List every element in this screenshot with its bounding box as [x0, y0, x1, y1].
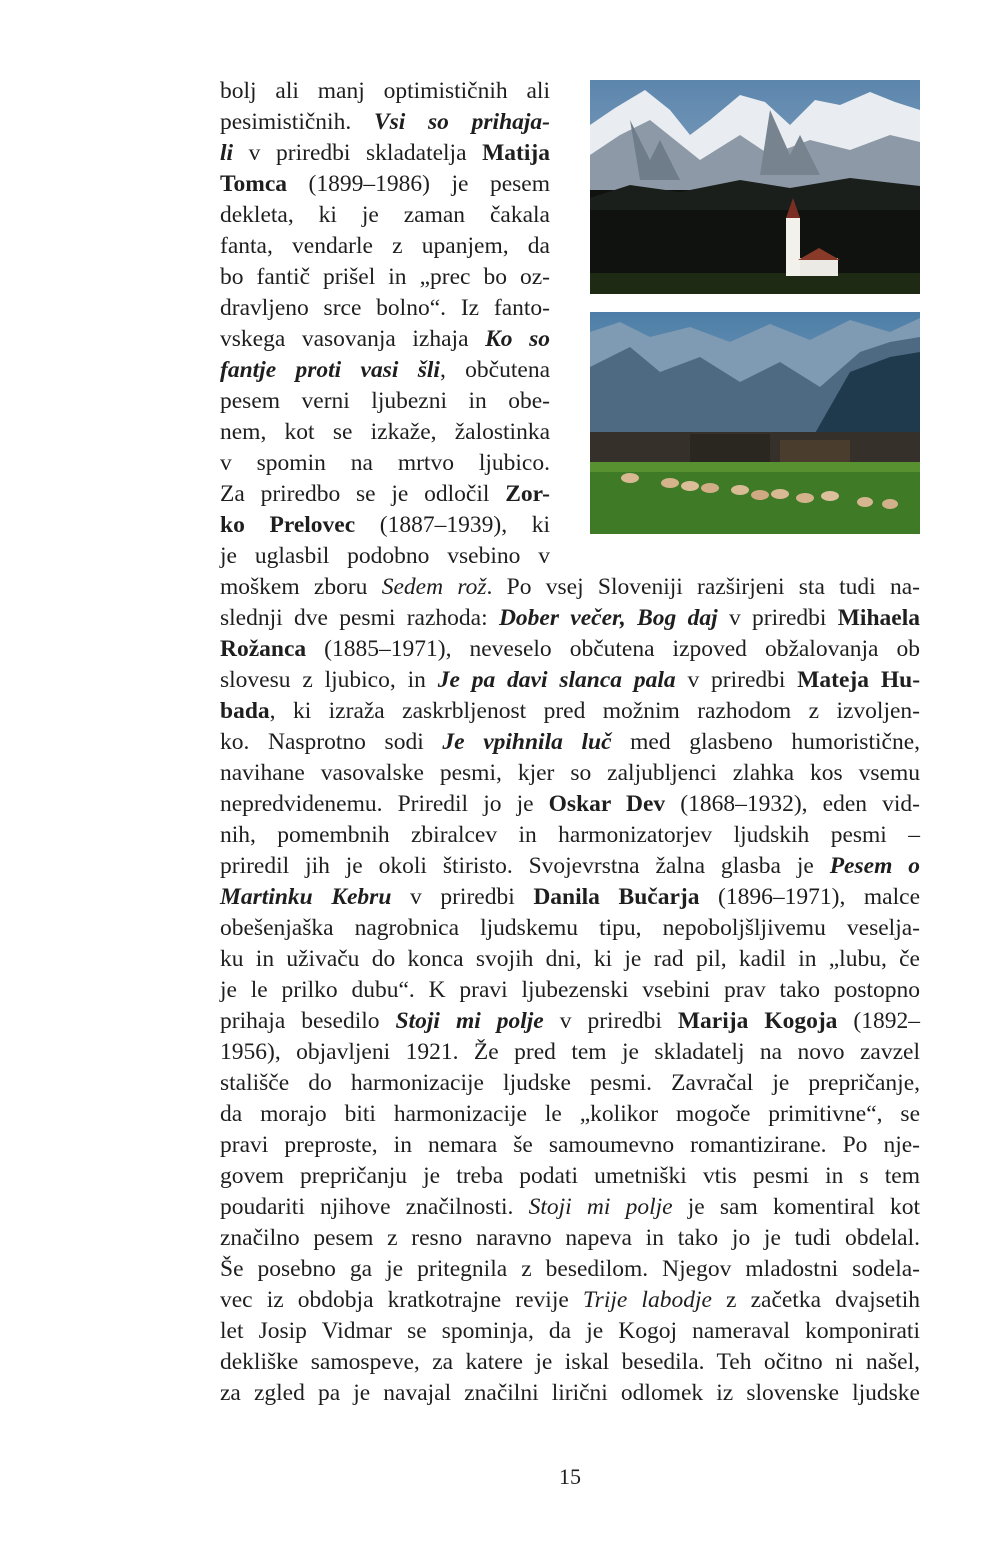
- text-run: let Josip Vidmar se spominja, da je Kogoj nameraval komponirati: [220, 1318, 920, 1344]
- text-line: [220, 944, 920, 975]
- text-line: [220, 820, 920, 851]
- text-line: [220, 324, 550, 355]
- text-run: (1885–1971), neveselo občutena izpoved obžalovanja ob: [306, 636, 920, 662]
- text-run: Še posebno ga je pritegnila z besedilom. Njegov mladostni sodela-: [220, 1256, 920, 1282]
- text-run: Sedem rož: [381, 574, 487, 600]
- text-run: vec iz obdobja kratkotrajne revije: [220, 1287, 583, 1313]
- text-run: poudariti njihove značilnosti.: [220, 1194, 529, 1220]
- text-line: [220, 541, 550, 572]
- text-line: [220, 696, 920, 727]
- text-run: slovesu z ljubico, in: [220, 667, 438, 693]
- text-run: dekleta, ki je zaman čakala: [220, 202, 550, 228]
- text-run: Je vpihnila luč: [442, 729, 612, 755]
- text-line: [220, 200, 550, 231]
- text-run: ko Prelovec: [220, 512, 356, 538]
- text-run: obešenjaška nagrobnica ljudskemu tipu, nepoboljšljivemu veselja-: [220, 915, 920, 941]
- text-line: [220, 851, 920, 882]
- text-line: [220, 76, 550, 107]
- text-run: Stoji mi polje: [395, 1008, 544, 1034]
- text-run: , občutena: [439, 357, 550, 383]
- text-line: [220, 727, 920, 758]
- text-run: (1887–1939), ki: [355, 512, 550, 538]
- text-line: [220, 1161, 920, 1192]
- text-run: dravljeno srce bolno“. Iz fanto-: [220, 295, 550, 321]
- text-line: [220, 1099, 920, 1130]
- text-run: Pesem o: [829, 853, 920, 879]
- text-run: Oskar Dev: [548, 791, 666, 817]
- text-run: stališče do harmonizacije ljudske pesmi. Zavračal je prepričanje,: [220, 1070, 920, 1096]
- text-line: [220, 417, 550, 448]
- text-run: Stoji mi polje: [528, 1194, 673, 1220]
- text-run: , ki izraža zaskrbljenost pred možnim razhodom z izvoljen-: [269, 698, 920, 724]
- text-run: (1892–: [837, 1008, 920, 1034]
- text-run: Trije labodje: [582, 1287, 712, 1313]
- text-line: [220, 634, 920, 665]
- text-run: Danila Bučarja: [533, 884, 700, 910]
- text-run: v priredbi: [543, 1008, 678, 1034]
- text-run: Dober večer, Bog daj: [498, 605, 718, 631]
- text-run: moškem zboru: [220, 574, 382, 600]
- text-run: Mihaela: [837, 605, 920, 631]
- text-run: slednji dve pesmi razhoda:: [220, 605, 499, 631]
- text-run: pesem verni ljubezni in obe-: [220, 388, 550, 414]
- text-run: v priredbi: [717, 605, 838, 631]
- text-run: Vsi so prihaja-: [373, 109, 550, 135]
- text-run: ku in uživaču do konca svojih dni, ki je rad pil, kadil in „lubu, če: [220, 946, 920, 972]
- text-line: [220, 572, 920, 603]
- text-run: je uglasbil podobno vsebino v: [220, 543, 550, 569]
- text-line: [220, 913, 920, 944]
- text-line: [220, 789, 920, 820]
- text-line: [220, 1347, 920, 1378]
- text-run: Mateja Hu-: [797, 667, 921, 693]
- text-run: nih, pomembnih zbiralcev in harmonizatorjev ljudskih pesmi –: [220, 822, 920, 848]
- page-number: 15: [559, 1464, 581, 1489]
- text-line: [220, 882, 920, 913]
- text-run: bada: [220, 698, 270, 724]
- text-line: [220, 107, 550, 138]
- text-run: (1899–1986) je pesem: [287, 171, 550, 197]
- text-run: Tomca: [220, 171, 288, 197]
- text-line: [220, 975, 920, 1006]
- text-line: [220, 262, 550, 293]
- text-run: (1868–1932), eden vid-: [665, 791, 920, 817]
- text-run: da morajo biti harmonizacije le „kolikor mogoče primitivne“, se: [220, 1101, 920, 1127]
- text-run: bolj ali manj optimističnih ali: [220, 78, 550, 104]
- text-run: navihane vasovalske pesmi, kjer so zaljubljenci zlahka kos vsemu: [220, 760, 920, 786]
- text-line: [220, 448, 550, 479]
- text-run: za zgled pa je navajal značilni lirični odlomek iz slovenske ljudske: [220, 1380, 920, 1406]
- text-run: nem, kot se izkaže, žalostinka: [220, 419, 550, 445]
- text-line: [220, 293, 550, 324]
- text-run: značilno pesem z resno naravno napeva in tako jo je tudi obdelal.: [220, 1225, 920, 1251]
- text-run: med glasbeno humoristične,: [611, 729, 920, 755]
- text-run: fantje proti vasi šli: [220, 357, 440, 383]
- text-run: Marija Kogoja: [677, 1008, 838, 1034]
- text-line: [220, 1130, 920, 1161]
- text-run: vskega vasovanja izhaja: [220, 326, 486, 352]
- text-run: nepredvidenemu. Priredil jo je: [220, 791, 549, 817]
- text-run: (1896–1971), malce: [699, 884, 921, 910]
- text-line: [220, 231, 550, 262]
- text-run: prihaja besedilo: [220, 1008, 396, 1034]
- text-run: li: [220, 140, 234, 166]
- text-run: fanta, vendarle z upanjem, da: [220, 233, 550, 259]
- text-line: [220, 169, 550, 200]
- text-run: govem prepričanju je treba podati umetniški vtis pesmi in s tem: [220, 1163, 920, 1189]
- text-line: [220, 1285, 920, 1316]
- text-run: Zor-: [505, 481, 550, 507]
- text-run: pesimističnih.: [220, 109, 374, 135]
- text-run: Za priredbo se je odločil: [220, 481, 506, 507]
- text-run: Ko so: [485, 326, 550, 352]
- text-line: [220, 1192, 920, 1223]
- text-line: [220, 603, 920, 634]
- text-line: [220, 1223, 920, 1254]
- text-run: Rožanca: [220, 636, 307, 662]
- text-run: Matija: [482, 140, 550, 166]
- text-run: priredil jih je okoli štiristo. Svojevrstna žalna glasba je: [220, 853, 830, 879]
- text-line: [220, 138, 550, 169]
- text-run: v spomin na mrtvo ljubico.: [220, 450, 550, 476]
- text-run: Martinku Kebru: [220, 884, 392, 910]
- text-run: 1956), objavljeni 1921. Že pred tem je skladatelj na novo zavzel: [220, 1039, 920, 1065]
- text-line: [220, 1254, 920, 1285]
- text-run: bo fantič prišel in „prec bo oz-: [220, 264, 550, 290]
- text-line: [220, 1068, 920, 1099]
- text-run: ko. Nasprotno sodi: [220, 729, 443, 755]
- text-line: [220, 665, 920, 696]
- text-line: [220, 386, 550, 417]
- alpine-valley-sheep-photo: [590, 312, 920, 534]
- text-line: [220, 510, 550, 541]
- text-line: [220, 479, 550, 510]
- text-line: [220, 1378, 920, 1409]
- text-run: . Po vsej Sloveniji razširjeni sta tudi na-: [486, 574, 921, 600]
- text-run: v priredbi: [391, 884, 534, 910]
- text-run: je le prilko dubu“. K pravi ljubezenski vsebini prav tako postopno: [220, 977, 920, 1003]
- text-run: v priredbi: [675, 667, 798, 693]
- text-run: dekliške samospeve, za katere je iskal besedila. Teh očitno ni našel,: [220, 1349, 920, 1375]
- text-line: [220, 1006, 920, 1037]
- text-run: v priredbi skladatelja: [233, 140, 483, 166]
- text-line: [220, 1316, 920, 1347]
- text-run: z začetka dvajsetih: [711, 1287, 920, 1313]
- text-line: [220, 355, 550, 386]
- mountain-church-photo: [590, 80, 920, 294]
- text-run: je sam komentiral kot: [672, 1194, 920, 1220]
- text-run: Je pa davi slanca pala: [437, 667, 676, 693]
- text-line: [220, 758, 920, 789]
- text-line: [220, 1037, 920, 1068]
- text-run: pravi preproste, in nemara še samoumevno romantizirane. Po nje-: [220, 1132, 920, 1158]
